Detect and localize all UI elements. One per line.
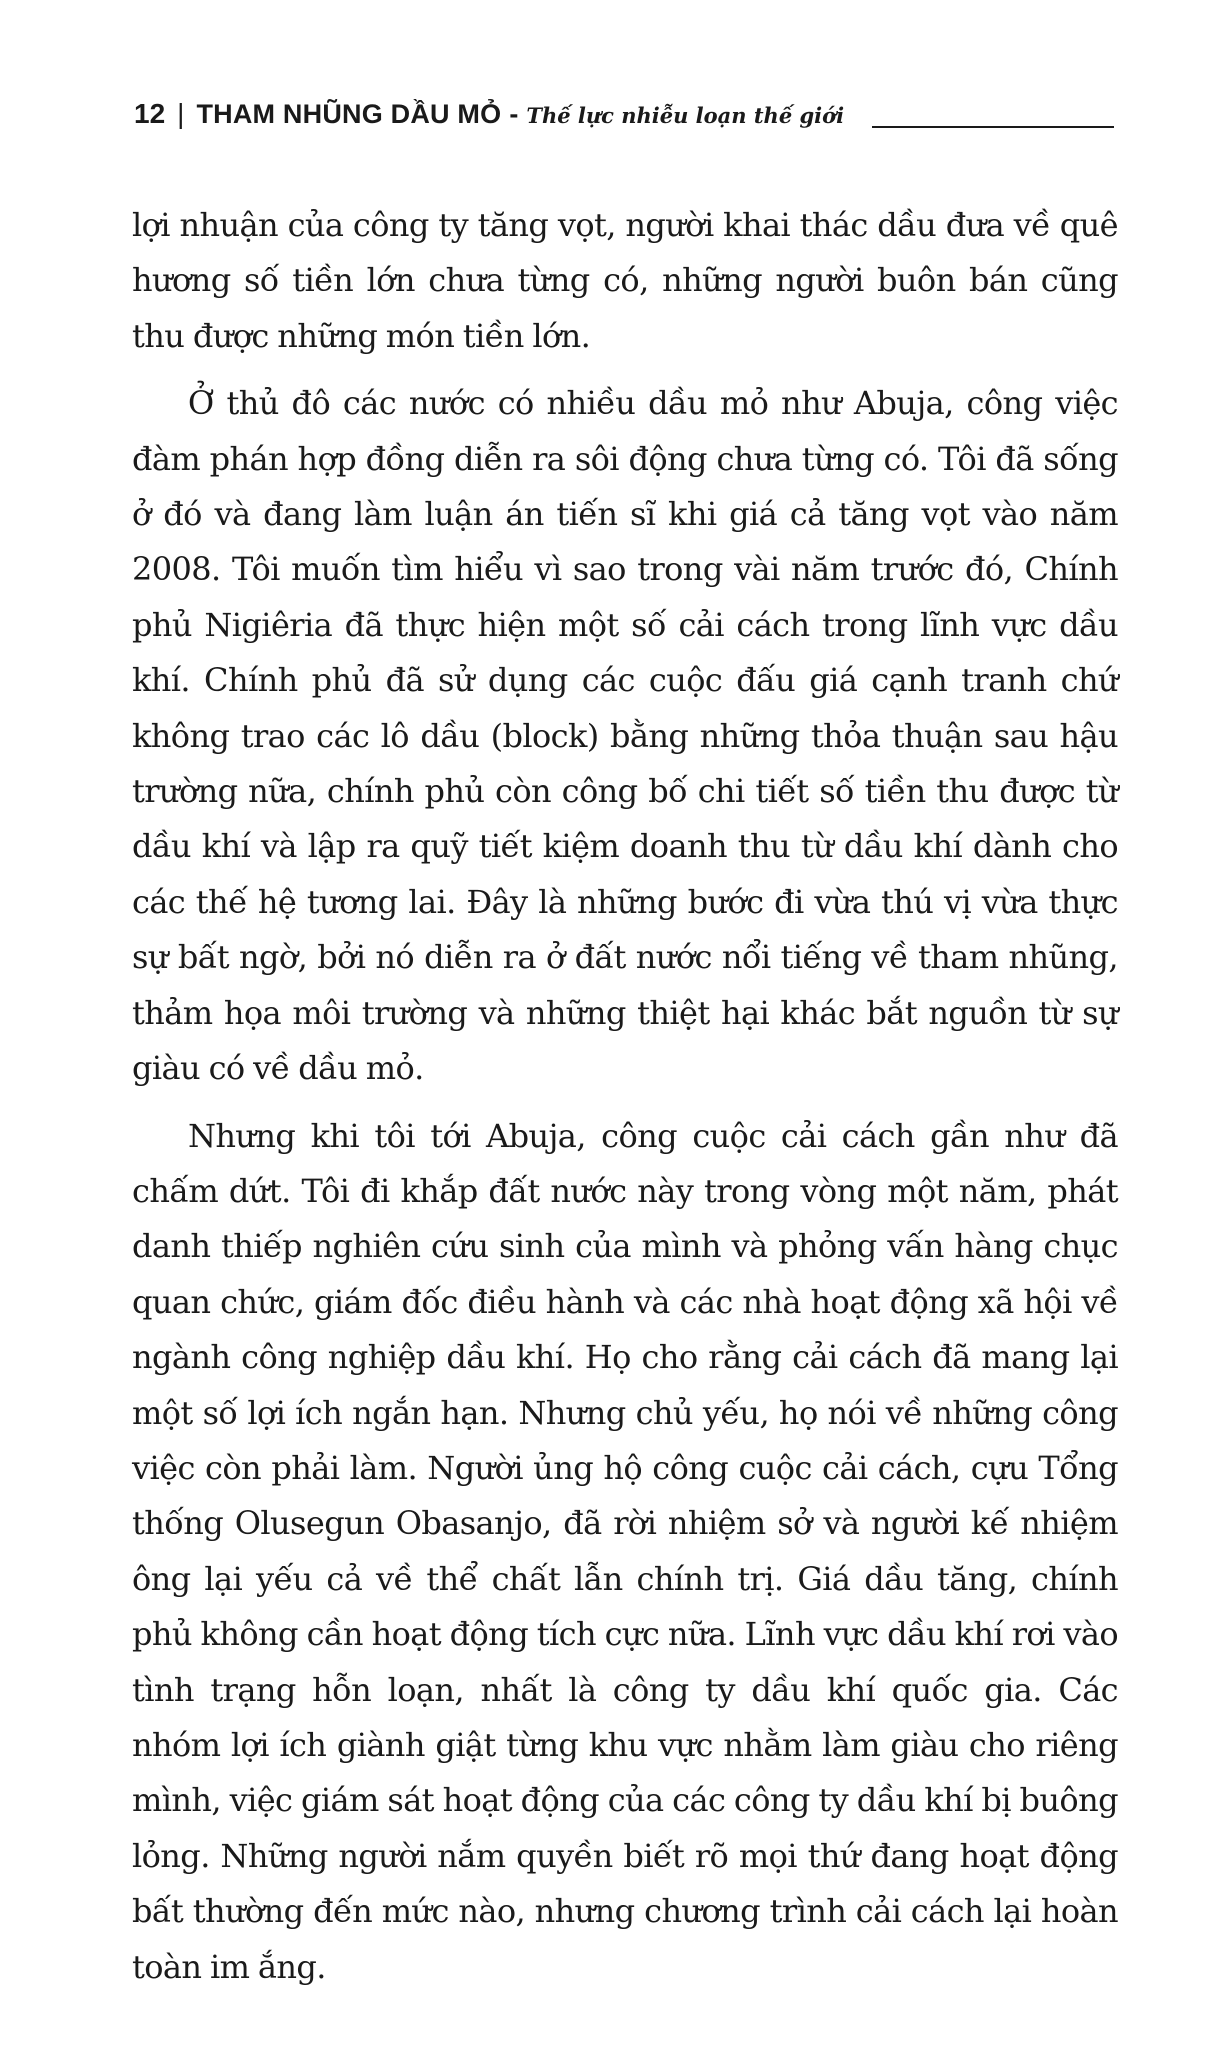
title-dash: - <box>509 99 519 129</box>
running-header <box>134 98 1114 142</box>
page-number: 12 <box>134 98 166 129</box>
book-subtitle: Thế lực nhiễu loạn thế giới <box>526 103 845 128</box>
book-title: THAM NHŨNG DẦU MỎ <box>196 99 502 129</box>
body-text <box>132 198 1118 1995</box>
paragraph: Nhưng khi tôi tới Abuja, công cuộc cải cách gần như đã chấm dứt. Tôi đi khắp đất nước này trong vòng một năm, phát danh thiếp nghiên cứu sinh của mình và phỏng vấn hàng chục quan chức, giám đốc điều hành và các nhà hoạt động xã hội về ngành công nghiệp dầu khí. Họ cho rằng cải cách đã mang lại một số lợi ích ngắn hạn. Nhưng chủ yếu, họ nói về những công việc còn phải làm. Người ủng hộ công cuộc cải cách, cựu Tổng thống Olusegun Obasanjo, đã rời nhiệm sở và người kế nhiệm ông lại yếu cả về thể chất lẫn chính trị. Giá dầu tăng, chính phủ không cần hoạt động tích cực nữa. Lĩnh vực dầu khí rơi vào tình trạng hỗn loạn, nhất là công ty dầu khí quốc gia. Các nhóm lợi ích giành giật từng khu vực nhằm làm giàu cho riêng mình, việc giám sát hoạt động của các công ty dầu khí bị buông lỏng. Những người nắm quyền biết rõ mọi thứ đang hoạt động bất thường đến mức nào, nhưng chương trình cải cách lại hoàn toàn im ắng. <box>132 1116 1118 1986</box>
header-rule <box>872 126 1114 128</box>
header-separator: | <box>177 98 185 129</box>
paragraph: Ở thủ đô các nước có nhiều dầu mỏ như Abuja, công việc đàm phán hợp đồng diễn ra sôi động chưa từng có. Tôi đã sống ở đó và đang làm luận án tiến sĩ khi giá cả tăng vọt vào năm 2008. Tôi muốn tìm hiểu vì sao trong vài năm trước đó, Chính phủ Nigiêria đã thực hiện một số cải cách trong lĩnh vực dầu khí. Chính phủ đã sử dụng các cuộc đấu giá cạnh tranh chứ không trao các lô dầu (block) bằng những thỏa thuận sau hậu trường nữa, chính phủ còn công bố chi tiết số tiền thu được từ dầu khí và lập ra quỹ tiết kiệm doanh thu từ dầu khí dành cho các thế hệ tương lai. Đây là những bước đi vừa thú vị vừa thực sự bất ngờ, bởi nó diễn ra ở đất nước nổi tiếng về tham nhũng, thảm họa môi trường và những thiệt hại khác bắt nguồn từ sự giàu có về dầu mỏ. <box>132 384 1118 1088</box>
paragraph-continued: lợi nhuận của công ty tăng vọt, người khai thác dầu đưa về quê hương số tiền lớn chưa từng có, những người buôn bán cũng thu được những món tiền lớn. <box>132 206 1118 355</box>
